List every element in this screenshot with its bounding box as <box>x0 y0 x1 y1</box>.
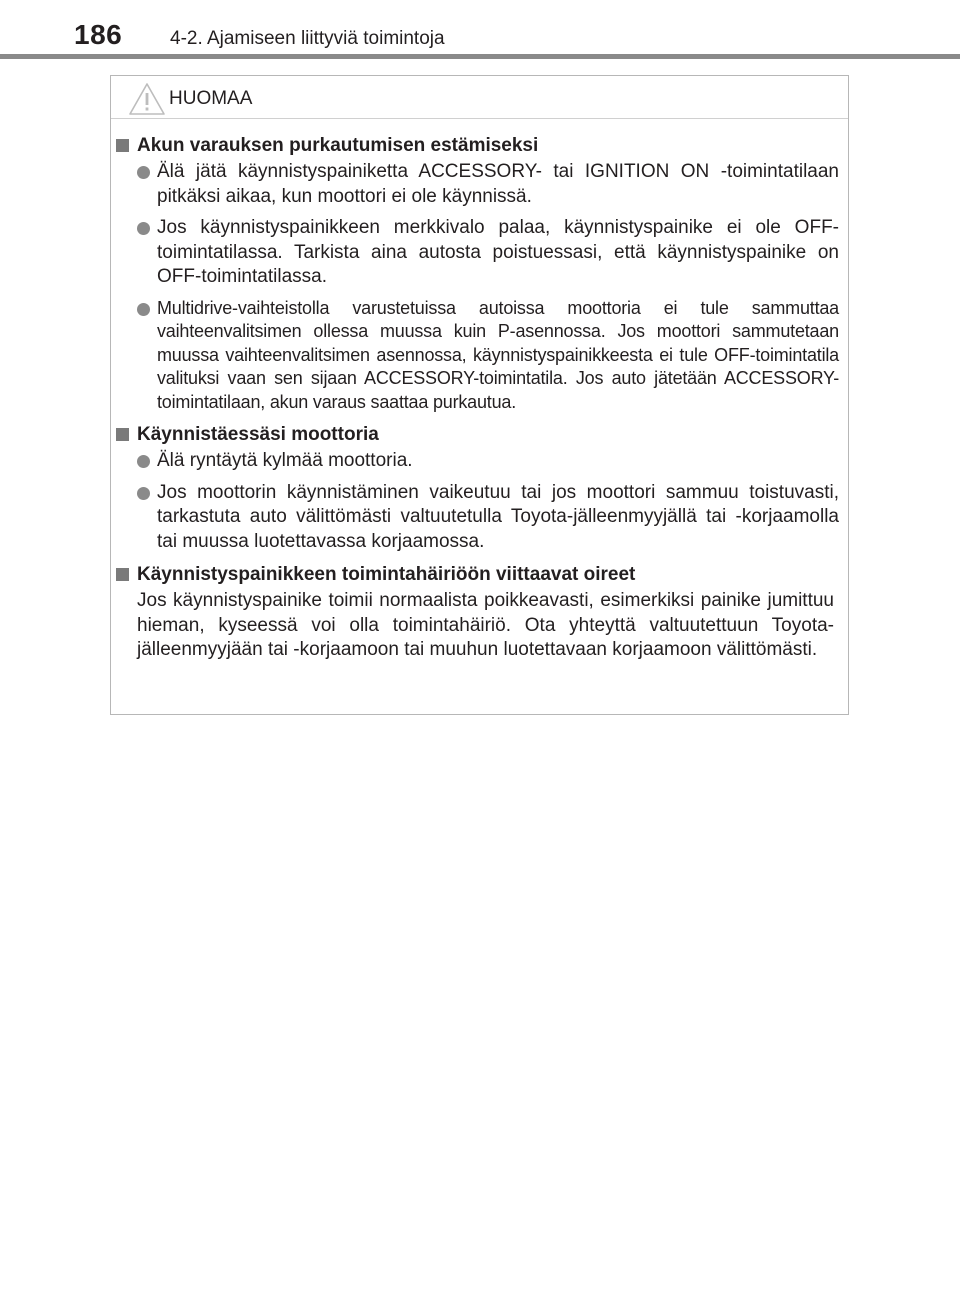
section-heading-text: Käynnistäessäsi moottoria <box>137 424 379 445</box>
notice-box <box>110 75 849 715</box>
section-battery <box>111 134 848 414</box>
list-item <box>111 160 848 209</box>
list-item <box>111 216 848 290</box>
section-paragraph: Jos käynnistyspainike toimii normaalista poikkeavasti, esimerkiksi painike jumittuu hieman, kyseessä voi olla toimintahäiriö. Ota yhteyttä valtuutettuun Toyota-jälleenmyyjään tai -korjaamoon tai muuhun luotettavaan korjaamoon välittömästi. <box>137 590 834 660</box>
list-item <box>111 481 848 555</box>
section-starting-engine <box>111 423 848 554</box>
round-bullet-icon <box>137 303 150 316</box>
section-heading <box>115 423 848 447</box>
warning-triangle-icon <box>128 82 166 116</box>
section-heading <box>115 563 848 587</box>
list-item-text: Jos käynnistyspainikkeen merkkivalo palaa, käynnistyspainike ei ole OFF-toimintatilassa. Tarkista aina autosta poistuessasi, että käynnistyspainike on OFF-toimintatilassa. <box>157 217 839 287</box>
notice-body <box>111 134 848 672</box>
square-bullet-icon <box>116 139 129 152</box>
list-item-text: Jos moottorin käynnistäminen vaikeutuu tai jos moottori sammuu toistuvasti, tarkastuta auto välittömästi valtuutetulla Toyota-jälleenmyyjällä tai -korjaamolla tai muussa luotettavassa korjaamossa. <box>157 481 839 552</box>
round-bullet-icon <box>137 455 150 468</box>
list-item <box>111 297 848 415</box>
list-item-text: Älä ryntäytä kylmää moottoria. <box>157 450 413 471</box>
notice-label: HUOMAA <box>169 88 253 109</box>
list-item-text: Multidrive-vaihteistolla varustetuissa autoissa moottoria ei tule sammuttaa vaihteenvalitsimen ollessa muussa kuin P-asennossa. Jos moottori sammutetaan muussa vaihteenvalitsimen asennossa, käynnistyspainikkeesta ei tule OFF-toimintatila valituksi vaan sen sijaan ACCESSORY-toimintatila. Jos auto jätetään ACCESSORY-toimintatilaan, akun varaus saattaa purkautua. <box>157 297 839 412</box>
round-bullet-icon <box>137 166 150 179</box>
round-bullet-icon <box>137 222 150 235</box>
square-bullet-icon <box>116 568 129 581</box>
notice-header <box>111 76 848 119</box>
section-heading-text: Käynnistyspainikkeen toimintahäiriöön viittaavat oireet <box>137 564 636 585</box>
list-item <box>111 449 848 474</box>
header-rule <box>0 54 960 59</box>
section-heading-text: Akun varauksen purkautumisen estämiseksi <box>137 135 539 156</box>
section-malfunction <box>111 563 848 663</box>
section-title: 4-2. Ajamiseen liittyviä toimintoja <box>170 28 445 49</box>
page-header <box>0 0 960 56</box>
page-number: 186 <box>74 19 123 50</box>
round-bullet-icon <box>137 487 150 500</box>
section-heading <box>115 134 848 158</box>
square-bullet-icon <box>116 428 129 441</box>
list-item-text: Älä jätä käynnistyspainiketta ACCESSORY- tai IGNITION ON -toimintatilaan pitkäksi aikaa, kun moottori ei ole käynnissä. <box>157 161 839 207</box>
